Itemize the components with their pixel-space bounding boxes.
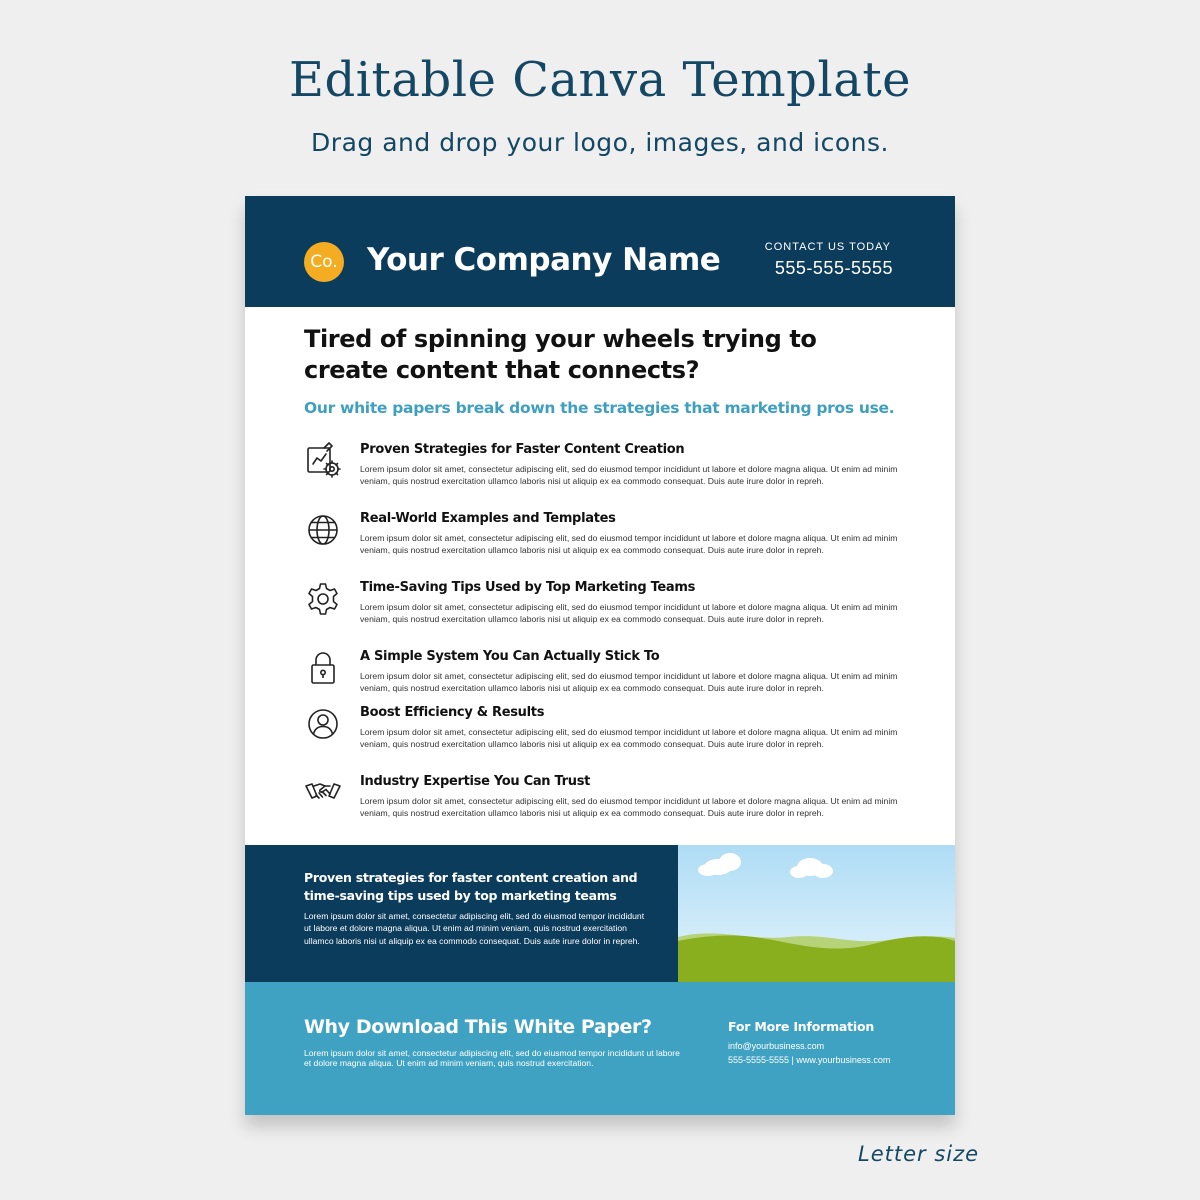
- hero-subtitle: Drag and drop your logo, images, and icons.: [311, 128, 889, 157]
- flyer-footer: [245, 982, 955, 1115]
- promo-band: [245, 845, 678, 982]
- feature-body: Lorem ipsum dolor sit amet, consectetur adipiscing elit, sed do eiusmod tempor incididunt ut labore et dolore magna aliqua. Ut enim ad minim veniam, quis nostrud exercitation ullamco laboris nisi ut aliquip ex ea commodo consequat. Duis aute irure dolor in repreh.: [360, 533, 898, 555]
- strategy-tools-icon: [304, 442, 342, 480]
- feature-title: Boost Efficiency & Results: [360, 705, 545, 720]
- why-body: Lorem ipsum dolor sit amet, consectetur adipiscing elit, sed do eiusmod tempor incididunt ut labore et dolore magna aliqua. Ut enim ad minim veniam, quis nostrud exercitation.: [304, 1048, 680, 1068]
- info-contact[interactable]: 555-5555-5555 | www.yourbusiness.com: [728, 1055, 891, 1065]
- company-logo: Co.: [304, 242, 344, 282]
- feature-item: [304, 580, 904, 640]
- headline: Tired of spinning your wheels trying to create content that connects?: [304, 325, 817, 384]
- feature-item: [304, 649, 904, 709]
- contact-label: CONTACT US TODAY: [764, 241, 891, 253]
- flyer-page: [245, 196, 955, 1115]
- globe-icon: [304, 511, 342, 549]
- lock-icon: [304, 649, 342, 687]
- feature-body: Lorem ipsum dolor sit amet, consectetur adipiscing elit, sed do eiusmod tempor incididunt ut labore et dolore magna aliqua. Ut enim ad minim veniam, quis nostrud exercitation ullamco laboris nisi ut aliquip ex ea commodo consequat. Duis aute irure dolor in repreh.: [360, 671, 898, 693]
- promo-title: Proven strategies for faster content creation and time-saving tips used by top marketing teams: [304, 870, 638, 903]
- info-title: For More Information: [728, 1019, 875, 1034]
- feature-title: Proven Strategies for Faster Content Creation: [360, 442, 685, 457]
- feature-item: [304, 705, 904, 765]
- gear-icon: [304, 580, 342, 618]
- feature-title: Industry Expertise You Can Trust: [360, 774, 591, 789]
- company-name: Your Company Name: [367, 242, 721, 278]
- flyer-header: [245, 196, 955, 307]
- feature-body: Lorem ipsum dolor sit amet, consectetur adipiscing elit, sed do eiusmod tempor incididunt ut labore et dolore magna aliqua. Ut enim ad minim veniam, quis nostrud exercitation ullamco laboris nisi ut aliquip ex ea commodo consequat. Duis aute irure dolor in repreh.: [360, 602, 898, 624]
- landscape-image: [678, 845, 955, 982]
- feature-item: [304, 774, 904, 834]
- feature-body: Lorem ipsum dolor sit amet, consectetur adipiscing elit, sed do eiusmod tempor incididunt ut labore et dolore magna aliqua. Ut enim ad minim veniam, quis nostrud exercitation ullamco laboris nisi ut aliquip ex ea commodo consequat. Duis aute irure dolor in repreh.: [360, 727, 898, 749]
- handshake-icon: [304, 774, 342, 812]
- feature-body: Lorem ipsum dolor sit amet, consectetur adipiscing elit, sed do eiusmod tempor incididunt ut labore et dolore magna aliqua. Ut enim ad minim veniam, quis nostrud exercitation ullamco laboris nisi ut aliquip ex ea commodo consequat. Duis aute irure dolor in repreh.: [360, 464, 898, 486]
- user-icon: [304, 705, 342, 743]
- subheadline: Our white papers break down the strategies that marketing pros use.: [304, 399, 895, 417]
- feature-title: A Simple System You Can Actually Stick To: [360, 649, 660, 664]
- contact-phone: 555-555-5555: [774, 258, 893, 278]
- info-email[interactable]: info@yourbusiness.com: [728, 1041, 825, 1051]
- promo-body: Lorem ipsum dolor sit amet, consectetur adipiscing elit, sed do eiusmod tempor incididunt ut labore et dolore magna aliqua. Ut enim ad minim veniam, quis nostrud exercitation ullamco laboris nisi ut aliquip ex ea commodo consequat. Duis aute irure dolor in repreh.: [304, 911, 645, 946]
- feature-title: Time-Saving Tips Used by Top Marketing Teams: [360, 580, 696, 595]
- size-note: Letter size: [858, 1142, 980, 1166]
- feature-item: [304, 511, 904, 571]
- why-title: Why Download This White Paper?: [304, 1016, 652, 1038]
- feature-body: Lorem ipsum dolor sit amet, consectetur adipiscing elit, sed do eiusmod tempor incididunt ut labore et dolore magna aliqua. Ut enim ad minim veniam, quis nostrud exercitation ullamco laboris nisi ut aliquip ex ea commodo consequat. Duis aute irure dolor in repreh.: [360, 796, 898, 818]
- feature-item: [304, 442, 904, 502]
- feature-title: Real-World Examples and Templates: [360, 511, 616, 526]
- hero-title: Editable Canva Template: [288, 52, 912, 108]
